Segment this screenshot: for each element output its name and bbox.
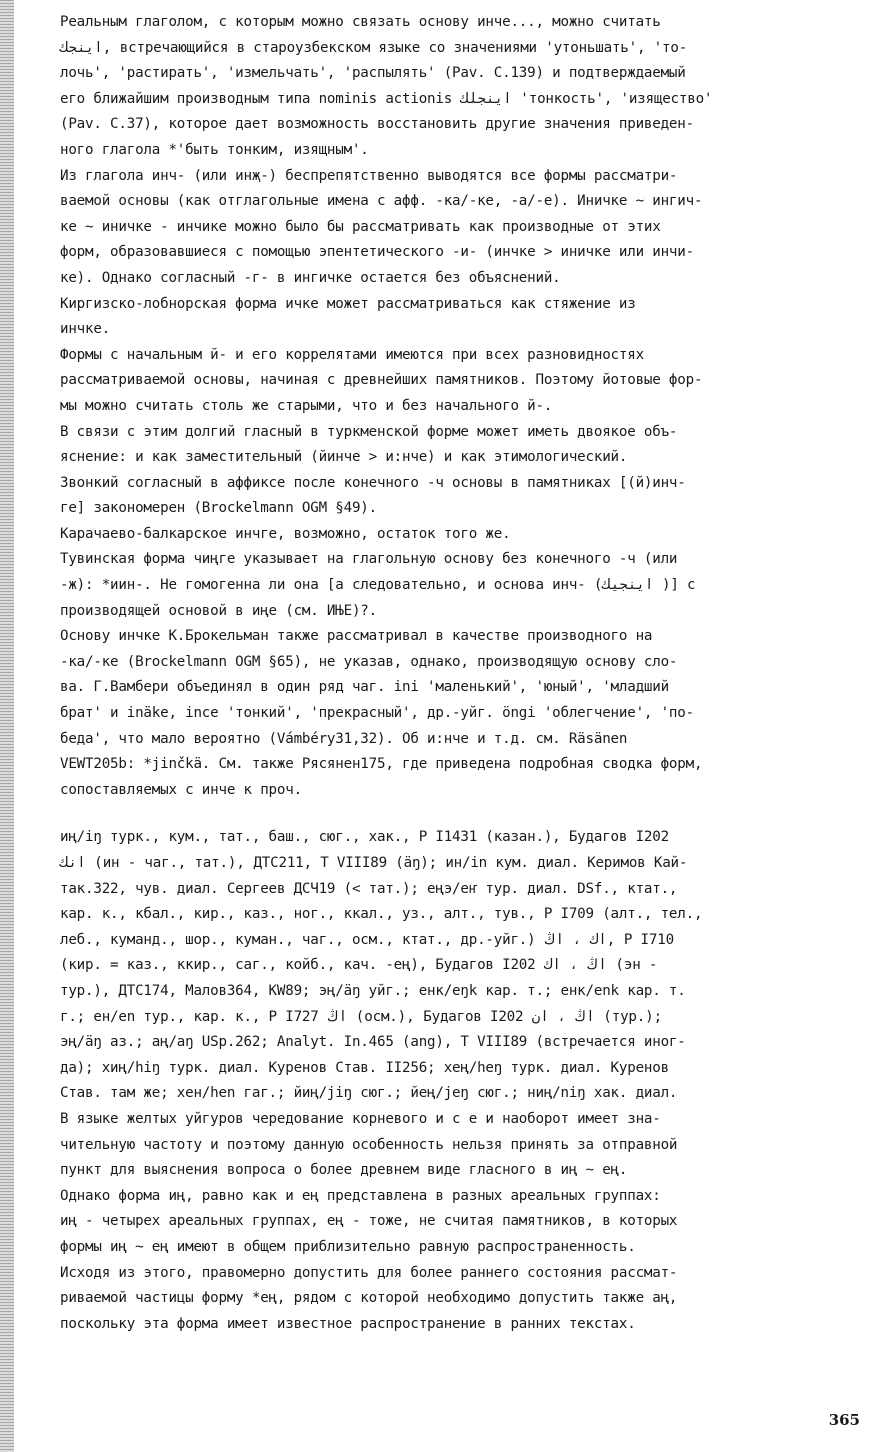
scan-margin-edge: [0, 0, 14, 1452]
text-line: Реальным глаголом, с которым можно связать основу инче..., можно считать: [60, 14, 661, 30]
page-number: 365: [828, 1411, 860, 1429]
text-line: риваемой частицы форму *ең, рядом с которой необходимо допустить также аң,: [60, 1290, 678, 1307]
text-line: Став. там же; хен/hen гаг.; йиң/jiŋ сюг.; йең/jeŋ сюг.; ниң/niŋ хак. диал.: [60, 1085, 678, 1102]
text-line: беда', что мало вероятно (Vámbéry31,32). Об и:нче и т.д. см. Räsänen: [60, 730, 628, 747]
text-line: Карачаево-балкарское инчге, возможно, остаток того же.: [60, 525, 511, 542]
text-line: иң - четырех ареальных группах, ең - тоже, не считая памятников, в которых: [60, 1213, 678, 1230]
text-line: его ближайшим производным типа nominis actionis اينجلك 'тонкость', 'изящество': [60, 90, 713, 107]
text-line: Звонкий согласный в аффиксе после конечного -ч основы в памятниках [(й)инч-: [60, 474, 686, 491]
text-line: VEWT205b: *jinčkä. См. также Рясянен175, где приведена подробная сводка форм,: [60, 756, 703, 773]
text-line: да); хиң/hiŋ турк. диал. Куренов Став. II256; хең/heŋ турк. диал. Куренов: [60, 1059, 669, 1076]
etymology-commentary-section: [60, 10, 860, 803]
text-line: -ка/-ке (Brockelmann OGM §65), не указав, однако, производящую основу сло-: [60, 653, 678, 670]
text-line: (кир. = каз., ккир., саг., койб., кач. -ең), Будагов I202 اڭ ، اك (эн -: [60, 957, 658, 974]
text-line: чительную частоту и поэтому данную особенность нельзя принять за отправной: [60, 1136, 678, 1153]
text-line: Из глагола инч- (или инҗ-) беспрепятственно выводятся все формы рассматри-: [60, 167, 678, 184]
text-line: лочь', 'растирать', 'измельчать', 'распылять' (Pav. C.139) и подтверждаемый: [60, 65, 686, 82]
text-line: поскольку эта форма имеет известное распространение в ранних текстах.: [60, 1315, 636, 1332]
text-line: эң/äŋ аз.; аң/aŋ USp.262; Analyt. In.465 (ang), Т VIII89 (встречается иног-: [60, 1034, 686, 1051]
document-page: [60, 10, 860, 1337]
text-line: Основу инчке К.Брокельман также рассматривал в качестве производного на: [60, 628, 653, 645]
entry-forms-section: [60, 825, 860, 1337]
text-line: ваемой основы (как отглагольные имена с афф. -ка/-ке, -а/-е). Иничке ~ ингич-: [60, 193, 703, 210]
text-line: ге] закономерен (Brockelmann OGM §49).: [60, 500, 377, 517]
text-line: леб., куманд., шор., куман., чаг., осм., ктат., др.-уйг.) اك ، اڭ, Р I710: [60, 931, 674, 948]
text-line: сопоставляемых с инче к проч.: [60, 781, 302, 798]
text-line: Формы с начальным й- и его коррелятами имеются при всех разновидностях: [60, 346, 644, 363]
text-line: инчке.: [60, 321, 111, 338]
text-line: г.; ен/en тур., кар. к., Р I727 اڭ (осм.), Будагов I202 اڭ ، ان (тур.);: [60, 1008, 663, 1025]
text-line: Однако форма иң, равно как и ең представлена в разных ареальных группах:: [60, 1187, 661, 1204]
text-line: так.322, чув. диал. Сергеев ДСЧ19 (< тат.); еңэ/еҥ тур. диал. DSf., ктат.,: [60, 880, 678, 897]
text-line: форм, образовавшиеся с помощью эпентетического -и- (инчке > иничке или инчи-: [60, 244, 694, 261]
text-line: Киргизско-лобнорская форма ичке может рассматриваться как стяжение из: [60, 295, 636, 312]
text-line: пункт для выяснения вопроса о более древнем виде гласного в иң ~ ең.: [60, 1162, 628, 1179]
text-line: В связи с этим долгий гласный в туркменской форме может иметь двоякое объ-: [60, 423, 678, 440]
text-line: тур.), ДТС174, Малов364, KW89; эң/äŋ уйг.; енк/eŋk кар. т.; енк/enk кар. т.: [60, 982, 686, 999]
text-line: формы иң ~ ең имеют в общем приблизительно равную распространенность.: [60, 1238, 636, 1255]
text-line: ного глагола *'быть тонким, изящным'.: [60, 141, 369, 158]
text-line: ва. Г.Вамбери объединял в один ряд чаг. ini 'маленький', 'юный', 'младший: [60, 679, 669, 696]
text-line: мы можно считать столь же старыми, что и без начального й-.: [60, 397, 553, 414]
text-line: брат' и inäke, ince 'тонкий', 'прекрасный', др.-уйг. öngi 'облегчение', 'по-: [60, 705, 694, 722]
text-line: рассматриваемой основы, начиная с древнейших памятников. Поэтому йотовые фор-: [60, 372, 703, 389]
text-line: кар. к., кбал., кир., каз., ног., ккал., уз., алт., тув., Р I709 (алт., тел.,: [60, 906, 703, 923]
text-line: Исходя из этого, правомерно допустить для более раннего состояния рассмат-: [60, 1264, 678, 1281]
text-line: -ж): *иин-. Не гомогенна ли она [а следовательно, и основа инч- (اينجيك )] с: [60, 577, 696, 594]
text-line: ке). Однако согласный -г- в ингичке остается без объяснений.: [60, 269, 561, 286]
text-line: В языке желтых уйгуров чередование корневого и с е и наоборот имеет зна-: [60, 1110, 661, 1127]
section-gap: [60, 803, 860, 825]
text-line: (Pav. C.37), которое дает возможность восстановить другие значения приведен-: [60, 116, 694, 133]
text-line: اينجك, встречающийся в староузбекском языке со значениями 'утоньшать', 'то-: [60, 39, 688, 56]
text-line: производящей основой в иңе (см. ИЊЕ)?.: [60, 602, 377, 619]
text-line: яснение: и как заместительный (йинче > и:нче) и как этимологический.: [60, 449, 628, 466]
text-line: ке ~ иничке - инчике можно было бы рассматривать как производные от этих: [60, 218, 661, 235]
text-line: Тувинская форма чиңге указывает на глагольную основу без конечного -ч (или: [60, 551, 678, 568]
text-line: انك (ин - чаг., тат.), ДТС211, Т VIII89 (äŋ); ин/in кум. диал. Керимов Кай-: [60, 855, 688, 871]
text-line: иң/iŋ турк., кум., тат., баш., сюг., хак., Р I1431 (казан.), Будагов I202: [60, 829, 669, 846]
